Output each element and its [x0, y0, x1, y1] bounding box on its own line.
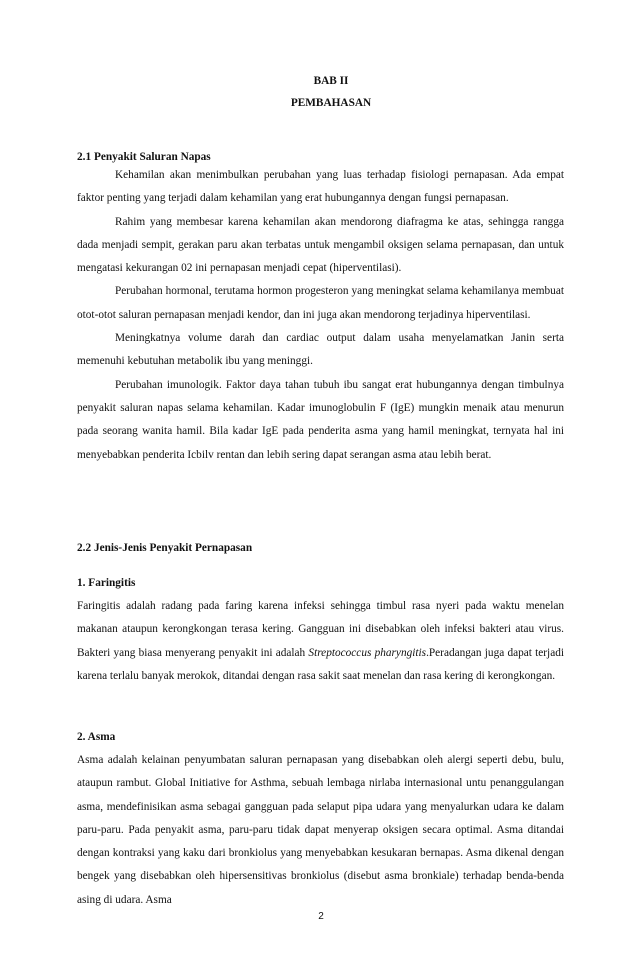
section-1-body — [77, 164, 564, 467]
chapter-label: BAB II — [313, 75, 349, 87]
paragraph: Meningkatnya volume darah dan cardiac output dalam usaha menyelamatkan Janin serta memenuhi kebutuhan metabolik ibu yang meninggi. — [77, 332, 564, 368]
faringitis-heading: 1. Faringitis — [77, 577, 136, 589]
paragraph: Perubahan hormonal, terutama hormon progesteron yang meningkat selama kehamilanya membuat otot-otot saluran pernapasan menjadi kendor, dan ini juga akan mendorong terjadinya hiperventilasi. — [77, 285, 564, 321]
chapter-title: PEMBAHASAN — [290, 97, 372, 109]
paragraph: Rahim yang membesar karena kehamilan akan mendorong diafragma ke atas, sehingga rangga dada menjadi sempit, gerakan paru akan terbatas untuk mengambil oksigen selama pernapasan, dan untuk mengatasi kekurangan 02 ini pernapasan menjadi cepat (hiperventilasi). — [77, 215, 564, 275]
paragraph: Asma adalah kelainan penyumbatan saluran pernapasan yang disebabkan oleh alergi seperti debu, bulu, ataupun rambut. Global Initiative for Asthma, sebuah lembaga nirlaba internasional untu penanggulangan asma, mendefinisikan asma sebagai gangguan pada selaput pipa udara yang menyalurkan udara ke dalam paru-paru. Pada penyakit asma, paru-paru tidak dapat menyerap oksigen secara optimal. Asma ditandai dengan kontraksi yang kaku dari bronkiolus yang menyebabkan kesukaran bernapas. Asma dikenal dengan bengek yang disebabkan oleh hipersensitivas bronkiolus (disebut asma bronkiale) terhadap benda-benda asing di udara. Asma — [77, 754, 564, 906]
page-number: 2 — [318, 911, 324, 922]
faringitis-body — [77, 595, 564, 688]
paragraph: Perubahan imunologik. Faktor daya tahan tubuh ibu sangat erat hubungannya dengan timbulnya penyakit saluran napas selama kehamilan. Kadar imunoglobulin F (IgE) mungkin menaik atau menurun pada seorang wanita hamil. Bila kadar IgE pada penderita asma yang hamil meningkat, ternyata hal ini menyebabkan penderita Icbilv rentan dan lebih sering dapat serangan asma atau lebih berat. — [77, 378, 564, 461]
asma-heading: 2. Asma — [77, 731, 116, 743]
section-1-heading: 2.1 Penyakit Saluran Napas — [77, 151, 211, 163]
faringitis-text: Faringitis adalah radang pada faring karena infeksi sehingga timbul rasa nyeri pada waktu menelan makanan ataupun kerongkongan terasa kering. Gangguan ini disebabkan oleh infeksi bakteri atau virus. Bakteri yang biasa menyerang penyakit ini adalah — [77, 600, 564, 659]
asma-body — [77, 749, 564, 912]
paragraph — [77, 595, 564, 688]
faringitis-text-end: .Peradangan juga dapat terjadi karena terlalu banyak merokok, ditandai dengan rasa sakit saat menelan dan rasa kering di kerongkongan. — [77, 646, 564, 682]
species-name: Streptococcus pharyngitis — [308, 646, 427, 659]
paragraph: Kehamilan akan menimbulkan perubahan yang luas terhadap fisiologi pernapasan. Ada empat faktor penting yang terjadi dalam kehamilan yang erat hubungannya dengan fungsi pernapasan. — [77, 169, 564, 205]
section-2-heading: 2.2 Jenis-Jenis Penyakit Pernapasan — [77, 542, 253, 554]
